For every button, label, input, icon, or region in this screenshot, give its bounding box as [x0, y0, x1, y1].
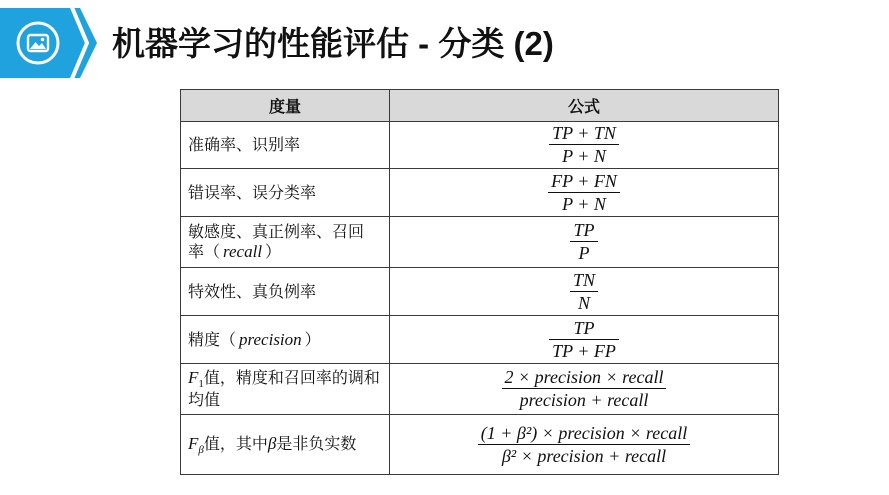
- fraction: [570, 221, 597, 263]
- formula-cell: [390, 169, 779, 217]
- measure-text: ）: [265, 242, 282, 261]
- slide-badge: [0, 8, 98, 78]
- measure-text: 率（: [188, 242, 221, 261]
- fraction-bar: [549, 144, 619, 145]
- math-subscript: 1: [198, 378, 204, 390]
- measure-text: 值，精度和召回率的调和均值: [188, 368, 380, 409]
- measure-cell: [181, 268, 390, 316]
- table-header-row: [181, 90, 779, 122]
- measure-text: ）: [304, 329, 321, 349]
- badge-graphic: [0, 8, 98, 78]
- numerator: TP: [573, 317, 595, 338]
- formula-cell: [390, 268, 779, 316]
- measure-cell: [181, 169, 390, 217]
- table-row: [181, 122, 779, 169]
- fraction-bar: [548, 192, 620, 193]
- numerator: 2 × precision × recall: [504, 367, 664, 387]
- formula-cell: [390, 316, 779, 364]
- numerator: TP + TN: [552, 123, 616, 143]
- table-row: [181, 268, 779, 316]
- table-head: [181, 90, 779, 122]
- column-header-formula: 公式: [390, 90, 779, 122]
- fraction: [502, 368, 667, 410]
- fraction-bar: [502, 388, 667, 389]
- fraction: [478, 424, 690, 466]
- measure-text: 准确率、识别率: [188, 135, 301, 154]
- measure-cell: [181, 217, 390, 268]
- metrics-table: [180, 89, 779, 475]
- fraction-bar: [570, 291, 598, 292]
- table-row: [181, 316, 779, 364]
- table-row: [181, 217, 779, 268]
- measure-text-group: [188, 242, 281, 261]
- numerator: (1 + β²) × precision × recall: [480, 422, 688, 443]
- measure-cell: [181, 364, 390, 415]
- formula-cell: [390, 122, 779, 169]
- measure-text: 特效性、真负例率: [188, 281, 317, 301]
- measure-cell: [181, 415, 390, 475]
- math-symbol: β: [267, 433, 277, 453]
- denominator: β² × precision + recall: [501, 445, 667, 466]
- math-symbol: F: [188, 433, 199, 453]
- denominator: precision + recall: [519, 390, 649, 410]
- formula-cell: [390, 217, 779, 268]
- measure-text: 精度（: [188, 329, 237, 349]
- table-row: [181, 169, 779, 217]
- denominator: P: [578, 243, 590, 263]
- measure-text: 错误率、误分类率: [188, 182, 317, 202]
- formula-cell: [390, 364, 779, 415]
- fraction-bar: [570, 241, 597, 242]
- measure-cell: [181, 122, 390, 169]
- column-header-measure: 度量: [181, 90, 390, 122]
- measure-text: 值，其中: [203, 433, 268, 453]
- measure-cell: [181, 316, 390, 364]
- denominator: P + N: [562, 146, 606, 166]
- table-row: [181, 415, 779, 475]
- fraction: [549, 319, 619, 361]
- fraction: [549, 124, 619, 166]
- fraction: [548, 172, 620, 214]
- fraction-bar: [478, 444, 690, 445]
- denominator: N: [577, 292, 590, 313]
- formula-cell: [390, 415, 779, 475]
- math-subscript: β: [198, 443, 204, 456]
- measure-text: 是非负实数: [276, 433, 357, 453]
- fraction-bar: [549, 339, 619, 340]
- table-body: [181, 122, 779, 475]
- numerator: TP: [573, 220, 595, 240]
- slide-title: 机器学习的性能评估 - 分类 (2): [112, 25, 554, 62]
- denominator: TP + FP: [552, 340, 616, 361]
- math-symbol: F: [188, 368, 199, 387]
- denominator: P + N: [562, 193, 606, 214]
- fraction: [570, 271, 598, 313]
- numerator: TN: [572, 269, 596, 290]
- math-term: recall: [223, 242, 263, 261]
- table-row: [181, 364, 779, 415]
- measure-text: 敏感度、真正例率、召回: [188, 222, 365, 241]
- math-term: precision: [239, 329, 302, 349]
- numerator: FP + FN: [551, 170, 617, 191]
